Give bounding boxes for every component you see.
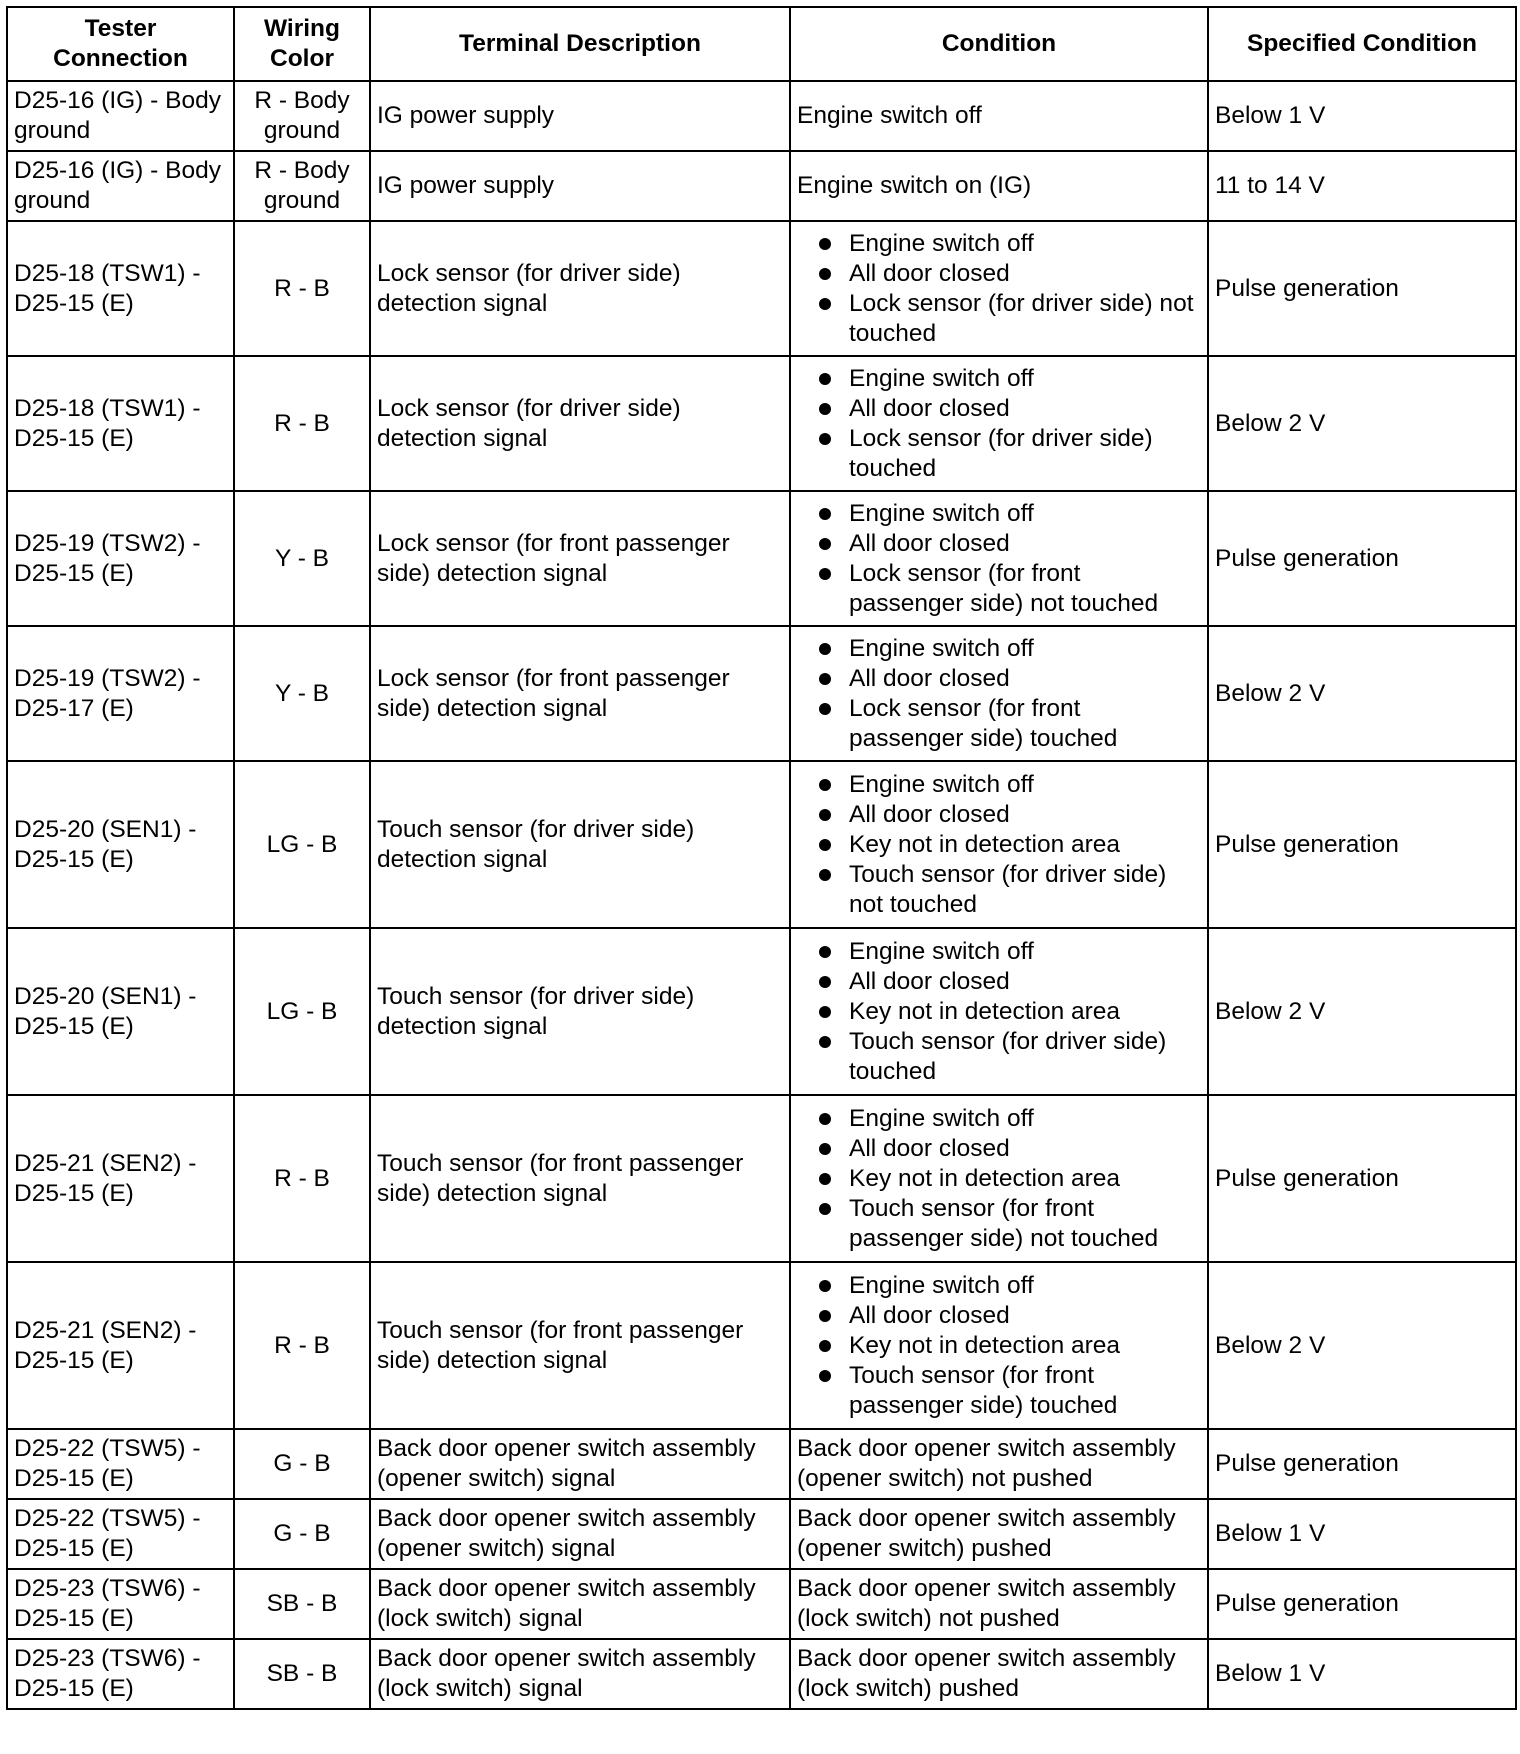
terminal-description-cell: IG power supply xyxy=(370,151,790,221)
condition-bullet: Key not in detection area xyxy=(797,997,1201,1027)
tester-connection-cell: D25-18 (TSW1) - D25-15 (E) xyxy=(7,221,234,356)
condition-bullet: Lock sensor (for front passenger side) touched xyxy=(797,694,1201,754)
wiring-color-cell: R - B xyxy=(234,221,370,356)
specified-condition-cell: Pulse generation xyxy=(1208,1095,1516,1262)
condition-bullet: Key not in detection area xyxy=(797,830,1201,860)
condition-cell xyxy=(790,1262,1208,1429)
wiring-color-cell: G - B xyxy=(234,1499,370,1569)
condition-bullet: Touch sensor (for driver side) touched xyxy=(797,1027,1201,1087)
tester-connection-cell: D25-16 (IG) - Body ground xyxy=(7,81,234,151)
terminal-description-cell: Back door opener switch assembly (opener switch) signal xyxy=(370,1499,790,1569)
condition-cell: Engine switch on (IG) xyxy=(790,151,1208,221)
tester-connection-cell: D25-23 (TSW6) - D25-15 (E) xyxy=(7,1639,234,1709)
condition-bullet: All door closed xyxy=(797,1134,1201,1164)
terminal-description-cell: Lock sensor (for front passenger side) detection signal xyxy=(370,491,790,626)
header-terminal-description: Terminal Description xyxy=(370,7,790,81)
terminal-description-cell: Touch sensor (for driver side) detection signal xyxy=(370,928,790,1095)
tester-connection-cell: D25-19 (TSW2) - D25-15 (E) xyxy=(7,491,234,626)
condition-bullet: All door closed xyxy=(797,394,1201,424)
condition-cell xyxy=(790,928,1208,1095)
tester-connection-cell: D25-19 (TSW2) - D25-17 (E) xyxy=(7,626,234,761)
tester-connection-cell: D25-18 (TSW1) - D25-15 (E) xyxy=(7,356,234,491)
condition-bullet: Engine switch off xyxy=(797,1271,1201,1301)
condition-bullet: Engine switch off xyxy=(797,770,1201,800)
condition-cell xyxy=(790,1095,1208,1262)
condition-bullet: All door closed xyxy=(797,664,1201,694)
condition-cell: Back door opener switch assembly (lock switch) not pushed xyxy=(790,1569,1208,1639)
condition-cell xyxy=(790,491,1208,626)
table-row xyxy=(7,626,1516,761)
table-row xyxy=(7,491,1516,626)
condition-list xyxy=(797,1104,1201,1254)
table-row xyxy=(7,1429,1516,1499)
condition-bullet: Key not in detection area xyxy=(797,1164,1201,1194)
condition-list xyxy=(797,937,1201,1087)
tester-connection-cell: D25-22 (TSW5) - D25-15 (E) xyxy=(7,1499,234,1569)
table-row xyxy=(7,1262,1516,1429)
wiring-color-cell: G - B xyxy=(234,1429,370,1499)
table-header-row xyxy=(7,7,1516,81)
condition-cell: Back door opener switch assembly (opener switch) pushed xyxy=(790,1499,1208,1569)
table-row xyxy=(7,81,1516,151)
condition-list xyxy=(797,499,1201,619)
terminal-description-cell: Touch sensor (for driver side) detection signal xyxy=(370,761,790,928)
terminal-description-cell: Back door opener switch assembly (lock switch) signal xyxy=(370,1569,790,1639)
condition-bullet: Engine switch off xyxy=(797,634,1201,664)
specified-condition-cell: 11 to 14 V xyxy=(1208,151,1516,221)
tester-connection-cell: D25-21 (SEN2) - D25-15 (E) xyxy=(7,1262,234,1429)
tester-connection-cell: D25-16 (IG) - Body ground xyxy=(7,151,234,221)
condition-list xyxy=(797,634,1201,754)
wiring-color-cell: SB - B xyxy=(234,1639,370,1709)
condition-bullet: Touch sensor (for front passenger side) touched xyxy=(797,1361,1201,1421)
terminal-description-cell: Lock sensor (for front passenger side) detection signal xyxy=(370,626,790,761)
table-row xyxy=(7,1499,1516,1569)
specified-condition-cell: Below 2 V xyxy=(1208,626,1516,761)
terminal-description-cell: Back door opener switch assembly (lock switch) signal xyxy=(370,1639,790,1709)
condition-cell: Engine switch off xyxy=(790,81,1208,151)
condition-bullet: Lock sensor (for driver side) touched xyxy=(797,424,1201,484)
condition-bullet: Engine switch off xyxy=(797,937,1201,967)
wiring-color-cell: R - Body ground xyxy=(234,151,370,221)
table-row xyxy=(7,356,1516,491)
condition-cell: Back door opener switch assembly (opener switch) not pushed xyxy=(790,1429,1208,1499)
condition-bullet: Touch sensor (for front passenger side) not touched xyxy=(797,1194,1201,1254)
condition-bullet: Engine switch off xyxy=(797,499,1201,529)
condition-bullet: Engine switch off xyxy=(797,1104,1201,1134)
condition-cell xyxy=(790,221,1208,356)
header-tester-connection: Tester Connection xyxy=(7,7,234,81)
condition-list xyxy=(797,770,1201,920)
table-row xyxy=(7,221,1516,356)
condition-list xyxy=(797,1271,1201,1421)
specified-condition-cell: Pulse generation xyxy=(1208,221,1516,356)
tester-connection-cell: D25-20 (SEN1) - D25-15 (E) xyxy=(7,928,234,1095)
condition-bullet: Engine switch off xyxy=(797,229,1201,259)
condition-cell xyxy=(790,356,1208,491)
condition-list xyxy=(797,229,1201,349)
wiring-color-cell: Y - B xyxy=(234,491,370,626)
table-row xyxy=(7,928,1516,1095)
tester-connection-cell: D25-20 (SEN1) - D25-15 (E) xyxy=(7,761,234,928)
terminal-check-table xyxy=(6,6,1517,1710)
terminal-description-cell: Touch sensor (for front passenger side) detection signal xyxy=(370,1095,790,1262)
specified-condition-cell: Pulse generation xyxy=(1208,1569,1516,1639)
specified-condition-cell: Pulse generation xyxy=(1208,761,1516,928)
condition-cell xyxy=(790,626,1208,761)
specified-condition-cell: Below 1 V xyxy=(1208,1639,1516,1709)
wiring-color-cell: LG - B xyxy=(234,928,370,1095)
condition-bullet: Lock sensor (for front passenger side) not touched xyxy=(797,559,1201,619)
specified-condition-cell: Below 1 V xyxy=(1208,81,1516,151)
wiring-color-cell: R - B xyxy=(234,356,370,491)
condition-bullet: All door closed xyxy=(797,259,1201,289)
specified-condition-cell: Below 2 V xyxy=(1208,356,1516,491)
terminal-description-cell: IG power supply xyxy=(370,81,790,151)
condition-bullet: Touch sensor (for driver side) not touched xyxy=(797,860,1201,920)
tester-connection-cell: D25-22 (TSW5) - D25-15 (E) xyxy=(7,1429,234,1499)
condition-bullet: All door closed xyxy=(797,967,1201,997)
table-row xyxy=(7,151,1516,221)
terminal-description-cell: Lock sensor (for driver side) detection signal xyxy=(370,356,790,491)
terminal-check-table-wrapper xyxy=(6,6,1515,1746)
condition-cell: Back door opener switch assembly (lock switch) pushed xyxy=(790,1639,1208,1709)
wiring-color-cell: R - B xyxy=(234,1095,370,1262)
terminal-description-cell: Back door opener switch assembly (opener switch) signal xyxy=(370,1429,790,1499)
condition-bullet: All door closed xyxy=(797,1301,1201,1331)
wiring-color-cell: SB - B xyxy=(234,1569,370,1639)
header-condition: Condition xyxy=(790,7,1208,81)
table-row xyxy=(7,761,1516,928)
condition-cell xyxy=(790,761,1208,928)
table-row xyxy=(7,1639,1516,1709)
condition-list xyxy=(797,364,1201,484)
table-row xyxy=(7,1095,1516,1262)
condition-bullet: Engine switch off xyxy=(797,364,1201,394)
header-wiring-color: Wiring Color xyxy=(234,7,370,81)
wiring-color-cell: R - Body ground xyxy=(234,81,370,151)
specified-condition-cell: Pulse generation xyxy=(1208,491,1516,626)
specified-condition-cell: Below 2 V xyxy=(1208,928,1516,1095)
wiring-color-cell: R - B xyxy=(234,1262,370,1429)
header-specified-condition: Specified Condition xyxy=(1208,7,1516,81)
wiring-color-cell: LG - B xyxy=(234,761,370,928)
terminal-description-cell: Touch sensor (for front passenger side) detection signal xyxy=(370,1262,790,1429)
condition-bullet: Key not in detection area xyxy=(797,1331,1201,1361)
tester-connection-cell: D25-21 (SEN2) - D25-15 (E) xyxy=(7,1095,234,1262)
terminal-description-cell: Lock sensor (for driver side) detection signal xyxy=(370,221,790,356)
wiring-color-cell: Y - B xyxy=(234,626,370,761)
specified-condition-cell: Pulse generation xyxy=(1208,1429,1516,1499)
tester-connection-cell: D25-23 (TSW6) - D25-15 (E) xyxy=(7,1569,234,1639)
condition-bullet: Lock sensor (for driver side) not touched xyxy=(797,289,1201,349)
condition-bullet: All door closed xyxy=(797,529,1201,559)
condition-bullet: All door closed xyxy=(797,800,1201,830)
specified-condition-cell: Below 1 V xyxy=(1208,1499,1516,1569)
specified-condition-cell: Below 2 V xyxy=(1208,1262,1516,1429)
table-row xyxy=(7,1569,1516,1639)
table-body xyxy=(7,81,1516,1709)
